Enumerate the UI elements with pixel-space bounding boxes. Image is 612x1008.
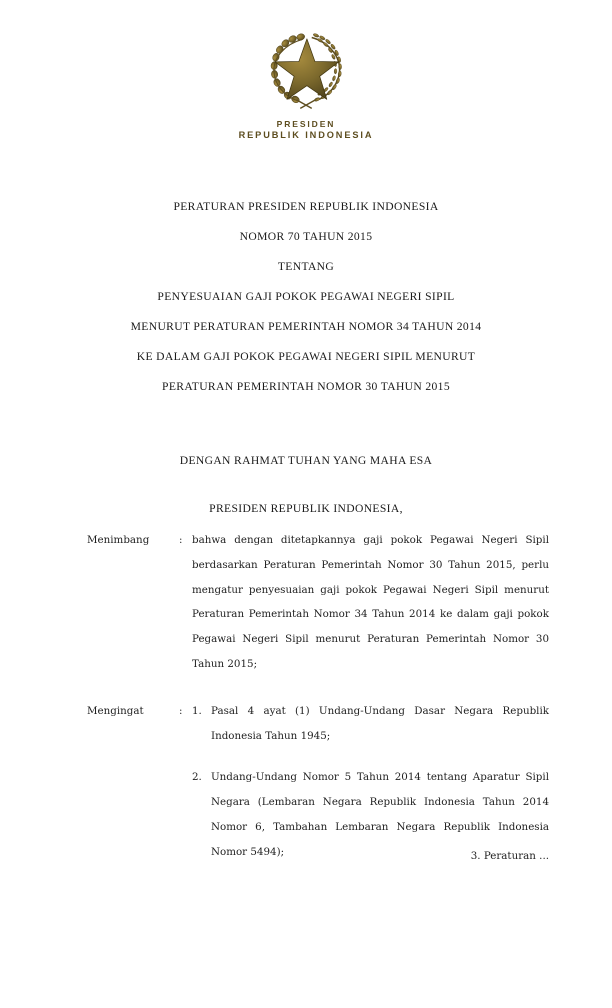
title-line-regulation-type: PERATURAN PRESIDEN REPUBLIK INDONESIA (173, 200, 439, 213)
list-item-text: Pasal 4 ayat (1) Undang-Undang Dasar Negara Republik Indonesia Tahun 1945; (211, 704, 549, 742)
clause-mengingat (87, 699, 549, 865)
document-body (87, 528, 549, 865)
list-item-marker: 1. (192, 704, 202, 717)
mengingat-list (192, 699, 549, 865)
clause-text-mengingat (192, 699, 549, 865)
emblem-caption-line-2: REPUBLIK INDONESIA (238, 129, 374, 140)
invocation-block (0, 437, 612, 533)
clause-colon-mengingat: : (179, 704, 183, 717)
title-line-subject-2: MENURUT PERATURAN PEMERINTAH NOMOR 34 TAHUN 2014 (130, 320, 482, 333)
invocation-signatory-title: PRESIDEN REPUBLIK INDONESIA, (209, 502, 403, 515)
invocation-blessing: DENGAN RAHMAT TUHAN YANG MAHA ESA (179, 454, 433, 467)
clause-text-menimbang (192, 528, 549, 677)
indonesian-presidential-seal-icon (258, 26, 354, 118)
presidential-emblem-block (0, 26, 612, 140)
emblem-caption (0, 120, 612, 140)
continuation-note: 3. Peraturan ... (470, 850, 549, 862)
clause-label-mengingat: Mengingat (87, 704, 144, 717)
emblem-caption-line-1: PRESIDEN (276, 119, 336, 129)
clause-label-menimbang: Menimbang (87, 534, 150, 546)
title-line-number: NOMOR 70 TAHUN 2015 (239, 230, 373, 243)
clause-menimbang (87, 528, 549, 677)
clause-paragraph: bahwa dengan ditetapkannya gaji pokok Pegawai Negeri Sipil berdasarkan Peraturan Pemerintah Nomor 30 Tahun 2015, perlu mengatur penyesuaian gaji pokok Pegawai Negeri Sipil menurut Peraturan Pemerintah Nomor 34 Tahun 2014 ke dalam gaji pokok Pegawai Negeri Sipil menurut Peraturan Pemerintah Nomor 30 Tahun 2015; (192, 534, 549, 670)
clause-colon-menimbang: : (179, 534, 183, 546)
document-title-block (0, 192, 612, 402)
title-line-subject-3: KE DALAM GAJI POKOK PEGAWAI NEGERI SIPIL MENURUT (136, 350, 476, 363)
title-line-tentang: TENTANG (277, 260, 335, 273)
list-item (192, 699, 549, 749)
title-line-subject-1: PENYESUAIAN GAJI POKOK PEGAWAI NEGERI SIPIL (157, 290, 455, 303)
list-item-text: Undang-Undang Nomor 5 Tahun 2014 tentang Aparatur Sipil Negara (Lembaran Negara Republik Indonesia Tahun 2014 Nomor 6, Tambahan Lembaran Negara Republik Indonesia Nomor 5494); (211, 771, 549, 858)
list-item-marker: 2. (192, 771, 202, 784)
title-line-subject-4: PERATURAN PEMERINTAH NOMOR 30 TAHUN 2015 (162, 380, 450, 393)
